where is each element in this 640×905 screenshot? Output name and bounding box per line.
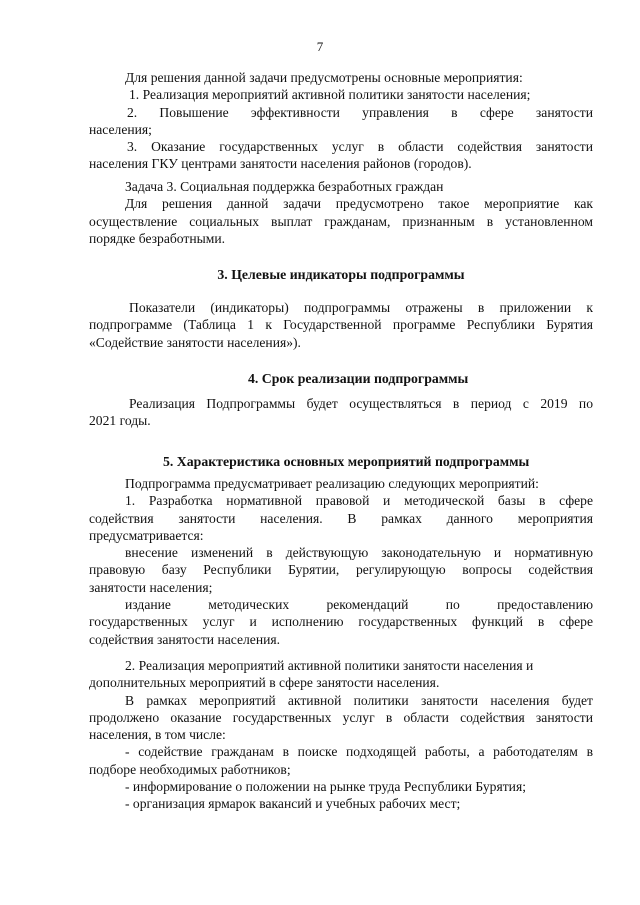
active-policy-paragraph bbox=[89, 657, 593, 813]
text-line: населения, в том числе: bbox=[89, 727, 226, 743]
text-line: издание методических рекомендаций по предоставлению bbox=[125, 597, 593, 613]
text-line: Для решения данной задачи предусмотрено такое мероприятие как bbox=[125, 196, 593, 212]
text-line: государственных услуг и исполнению государственных функций в сфере bbox=[89, 614, 593, 630]
text-line: внесение изменений в действующую законодательную и нормативную bbox=[125, 545, 593, 561]
text-line: предусматривается: bbox=[89, 527, 204, 543]
list-item-1: 1. Разработка нормативной правовой и методической базы в сфере bbox=[125, 493, 593, 509]
text-line: осуществление социальных выплат гражданам, признанным в установленном bbox=[89, 213, 593, 229]
text-line: занятости населения; bbox=[89, 579, 213, 595]
text-line: правовую базу Республики Бурятии, регулирующую вопросы содействия bbox=[89, 562, 593, 578]
text-line: содействия занятости населения. В рамках данного мероприятия bbox=[89, 510, 593, 526]
text-line: порядке безработными. bbox=[89, 230, 226, 246]
text-line: содействия занятости населения. bbox=[89, 631, 281, 647]
bullet-item: - организация ярмарок вакансий и учебных рабочих мест; bbox=[125, 796, 461, 812]
list-item-2: 2. Реализация мероприятий активной политики занятости населения и bbox=[125, 658, 534, 673]
text-line: подпрограмме (Таблица 1 к Государственной программе Республики Бурятия bbox=[89, 317, 593, 333]
section-heading-3: 3. Целевые индикаторы подпрограммы bbox=[217, 267, 465, 282]
text-line: Реализация Подпрограммы будет осуществляться в период с 2019 по bbox=[129, 396, 593, 411]
text-line: подборе необходимых работников; bbox=[89, 761, 291, 777]
indicators-paragraph bbox=[89, 299, 593, 351]
text-line: «Содействие занятости населения»). bbox=[89, 334, 301, 350]
text-line: 2021 годы. bbox=[89, 413, 151, 429]
tasks-paragraph bbox=[89, 69, 593, 173]
section-heading-4: 4. Срок реализации подпрограммы bbox=[248, 371, 469, 386]
text-line: продолжено оказание государственных услуг в области содействия занятости bbox=[89, 709, 593, 725]
text-line: Подпрограмма предусматривает реализацию следующих мероприятий: bbox=[125, 476, 539, 491]
task3-paragraph bbox=[89, 178, 593, 247]
text-line: населения ГКУ центрами занятости населения районов (городов). bbox=[89, 156, 472, 172]
text-line: населения; bbox=[89, 121, 152, 137]
list-item-2: 2. Повышение эффективности управления в сфере занятости bbox=[127, 104, 593, 120]
list-item-1: 1. Реализация мероприятий активной политики занятости населения; bbox=[129, 87, 531, 103]
page-number: 7 bbox=[316, 39, 324, 54]
text-line: Показатели (индикаторы) подпрограммы отражены в приложении к bbox=[129, 300, 593, 315]
text-line: В рамках мероприятий активной политики занятости населения будет bbox=[125, 692, 593, 708]
bullet-item: - содействие гражданам в поиске подходящей работы, а работодателям в bbox=[125, 744, 593, 760]
text-line: Для решения данной задачи предусмотрены основные мероприятия: bbox=[125, 70, 523, 85]
term-paragraph bbox=[89, 395, 593, 430]
task-3-heading: Задача 3. Социальная поддержка безработных граждан bbox=[125, 179, 444, 194]
bullet-item: - информирование о положении на рынке труда Республики Бурятия; bbox=[125, 779, 526, 795]
measures-paragraph bbox=[89, 475, 593, 648]
section-heading-5: 5. Характеристика основных мероприятий подпрограммы bbox=[163, 454, 530, 469]
list-item-3: 3. Оказание государственных услуг в области содействия занятости bbox=[127, 139, 593, 155]
text-line: дополнительных мероприятий в сфере занятости населения. bbox=[89, 675, 440, 691]
